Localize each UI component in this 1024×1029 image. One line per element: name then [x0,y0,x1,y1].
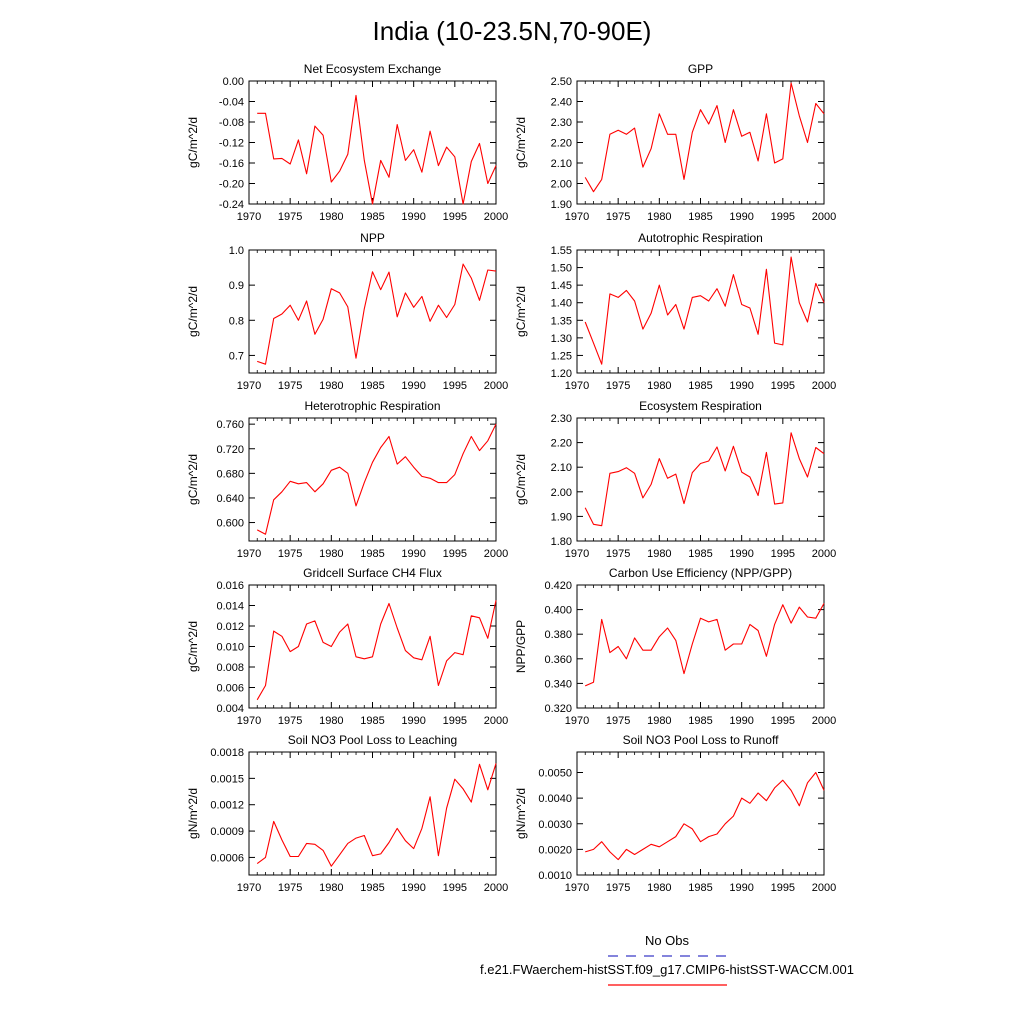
y-tick-label: 0.004 [216,703,244,715]
series-line [257,264,496,364]
x-tick-label: 1975 [277,882,303,894]
panel-3 [186,231,508,392]
y-tick-label: 2.00 [550,178,572,191]
x-tick-label: 1985 [688,211,713,223]
x-tick-label: 1970 [236,380,262,392]
y-tick-label: 0.00 [222,76,244,88]
x-tick-label: 1975 [605,882,631,894]
x-tick-label: 1985 [688,548,713,560]
y-tick-label: 0.014 [216,600,244,613]
panel-grid [186,62,836,894]
y-tick-label: -0.16 [218,158,244,170]
y-tick-label: 1.35 [550,315,572,328]
x-tick-label: 1990 [729,882,754,894]
y-tick-label: 0.008 [216,662,244,674]
panel-frame [249,81,496,204]
series-line [585,433,824,526]
panel-frame [249,250,496,373]
x-tick-label: 1985 [360,548,385,560]
panel-1 [186,62,508,223]
panel-frame [577,250,824,373]
legend-label-model: f.e21.FWaerchem-histSST.f09_g17.CMIP6-histSST-WACCM.001 [480,962,854,977]
y-tick-label: 2.30 [550,413,572,425]
y-tick-label: 0.0006 [210,852,244,865]
y-tick-label: 1.40 [550,297,572,310]
y-tick-label: 1.20 [550,368,572,380]
panel-title: Soil NO3 Pool Loss to Leaching [287,733,458,747]
x-tick-label: 1970 [564,380,590,392]
y-tick-label: 2.30 [550,117,572,129]
y-tick-label: 0.9 [228,280,244,293]
x-tick-label: 2000 [483,882,509,894]
y-tick-label: 0.010 [216,641,244,654]
panel-frame [577,81,824,204]
panel-title: Heterotrophic Respiration [304,399,441,413]
x-tick-label: 2000 [811,882,837,894]
x-tick-label: 1995 [770,211,796,223]
series-line [585,603,824,686]
legend-label-obs: No Obs [644,933,690,948]
panel-title: Net Ecosystem Exchange [303,62,442,76]
series-line [257,763,496,866]
x-tick-label: 1970 [236,882,262,894]
y-tick-label: 1.30 [550,332,572,345]
x-tick-label: 1975 [605,380,631,392]
x-tick-label: 1975 [277,380,303,392]
x-tick-label: 1990 [729,211,754,223]
y-tick-label: 0.760 [216,419,244,432]
x-tick-label: 1980 [647,715,672,727]
panel-10 [514,733,836,894]
x-tick-label: 1990 [401,211,426,223]
panel-title: Carbon Use Efficiency (NPP/GPP) [608,566,793,580]
series-line [257,95,496,204]
panel-title: GPP [687,62,714,76]
x-tick-label: 1970 [236,548,262,560]
x-tick-label: 1970 [236,715,262,727]
y-tick-label: 2.50 [550,76,572,88]
y-tick-label: 0.360 [544,653,572,666]
panel-8 [514,566,836,727]
x-tick-label: 1995 [770,548,796,560]
y-tick-label: 2.10 [550,158,572,170]
y-tick-label: 1.0 [228,245,244,257]
y-tick-label: 0.7 [228,350,244,363]
x-tick-label: 1970 [564,548,590,560]
x-tick-label: 1975 [277,548,303,560]
panel-7 [186,566,508,727]
y-tick-label: 0.380 [544,629,572,642]
x-tick-label: 1980 [647,380,672,392]
y-tick-label: 0.680 [216,468,244,481]
panel-title: Soil NO3 Pool Loss to Runoff [622,733,779,747]
y-tick-label: -0.24 [218,199,244,211]
y-axis-label: gC/m^2/d [186,621,200,672]
x-tick-label: 1995 [442,380,468,392]
panel-title: Gridcell Surface CH4 Flux [303,566,442,580]
x-tick-label: 1970 [564,882,590,894]
y-tick-label: 0.340 [544,678,572,691]
x-tick-label: 1995 [442,882,468,894]
x-tick-label: 1990 [401,715,426,727]
y-tick-label: 1.90 [550,511,572,524]
y-tick-label: 1.25 [550,350,572,363]
y-tick-label: -0.12 [218,137,244,150]
y-tick-label: 0.0009 [210,826,244,839]
x-tick-label: 2000 [483,380,509,392]
x-tick-label: 1980 [319,715,344,727]
y-axis-label: NPP/GPP [514,619,528,674]
x-tick-label: 2000 [811,715,837,727]
panel-frame [249,752,496,875]
x-tick-label: 1980 [319,211,344,223]
y-tick-label: -0.08 [218,117,244,129]
x-tick-label: 1985 [360,380,385,392]
y-tick-label: 0.0030 [538,818,572,831]
x-tick-label: 2000 [811,211,837,223]
x-tick-label: 1995 [770,380,796,392]
x-tick-label: 1985 [688,882,713,894]
y-tick-label: 2.10 [550,462,572,475]
series-line [585,83,824,192]
y-tick-label: 0.320 [544,703,572,715]
x-tick-label: 1990 [729,715,754,727]
x-tick-label: 1985 [688,715,713,727]
y-tick-label: 0.016 [216,580,244,592]
legend [480,933,854,985]
y-tick-label: 0.0050 [538,767,572,780]
x-tick-label: 1980 [647,882,672,894]
y-axis-label: gC/m^2/d [514,117,528,168]
y-tick-label: 2.40 [550,96,572,109]
y-tick-label: 1.50 [550,262,572,275]
y-tick-label: 2.00 [550,486,572,499]
panel-frame [577,418,824,541]
panel-9 [186,733,508,894]
y-tick-label: 0.0015 [210,773,244,786]
x-tick-label: 2000 [811,548,837,560]
y-tick-label: 1.55 [550,245,572,257]
x-tick-label: 2000 [483,211,509,223]
x-tick-label: 2000 [811,380,837,392]
x-tick-label: 1980 [319,882,344,894]
x-tick-label: 1985 [360,211,385,223]
y-axis-label: gC/m^2/d [186,117,200,168]
figure-title: India (10-23.5N,70-90E) [372,16,652,46]
panel-frame [249,418,496,541]
x-tick-label: 1975 [277,211,303,223]
panel-6 [514,399,836,560]
y-tick-label: 0.600 [216,517,244,530]
panel-2 [514,62,836,223]
x-tick-label: 1995 [442,548,468,560]
x-tick-label: 1990 [401,548,426,560]
y-axis-label: gC/m^2/d [186,454,200,505]
y-tick-label: 0.420 [544,580,572,592]
panel-title: Ecosystem Respiration [639,399,762,413]
y-tick-label: 0.0018 [210,747,244,759]
y-tick-label: -0.04 [218,96,244,109]
x-tick-label: 2000 [483,715,509,727]
series-line [585,257,824,364]
x-tick-label: 1990 [729,380,754,392]
y-tick-label: 0.400 [544,604,572,617]
panel-title: Autotrophic Respiration [638,231,763,245]
x-tick-label: 1975 [605,548,631,560]
panel-frame [577,752,824,875]
x-tick-label: 1975 [605,211,631,223]
series-line [257,600,496,699]
x-tick-label: 1985 [360,882,385,894]
x-tick-label: 1975 [605,715,631,727]
y-tick-label: 1.90 [550,199,572,211]
y-tick-label: 1.45 [550,280,572,293]
series-line [257,424,496,534]
y-tick-label: 1.80 [550,536,572,548]
x-tick-label: 1990 [401,882,426,894]
x-tick-label: 1985 [688,380,713,392]
series-line [585,773,824,860]
x-tick-label: 1975 [277,715,303,727]
x-tick-label: 1995 [442,211,468,223]
x-tick-label: 1970 [564,715,590,727]
y-tick-label: 0.012 [216,621,244,633]
y-tick-label: 0.8 [228,315,244,328]
x-tick-label: 1985 [360,715,385,727]
x-tick-label: 1980 [647,548,672,560]
y-axis-label: gC/m^2/d [514,286,528,337]
x-tick-label: 1980 [319,380,344,392]
panel-5 [186,399,508,560]
x-tick-label: 1990 [401,380,426,392]
x-tick-label: 1980 [647,211,672,223]
x-tick-label: 1980 [319,548,344,560]
y-tick-label: 0.0040 [538,793,572,806]
panel-title: NPP [360,231,385,245]
y-axis-label: gN/m^2/d [514,788,528,839]
x-tick-label: 1995 [770,715,796,727]
panel-4 [514,231,836,392]
y-tick-label: 0.0012 [210,799,244,812]
panel-frame [249,585,496,708]
y-tick-label: 0.0020 [538,844,572,857]
x-tick-label: 1990 [729,548,754,560]
x-tick-label: 1995 [442,715,468,727]
y-tick-label: -0.20 [218,178,244,191]
y-axis-label: gC/m^2/d [186,286,200,337]
x-tick-label: 2000 [483,548,509,560]
panel-frame [577,585,824,708]
x-tick-label: 1995 [770,882,796,894]
y-tick-label: 0.720 [216,443,244,456]
y-axis-label: gN/m^2/d [186,788,200,839]
x-tick-label: 1970 [236,211,262,223]
y-tick-label: 0.640 [216,492,244,505]
y-tick-label: 0.0010 [538,870,572,882]
y-tick-label: 0.006 [216,682,244,695]
y-tick-label: 2.20 [550,137,572,150]
x-tick-label: 1970 [564,211,590,223]
y-axis-label: gC/m^2/d [514,454,528,505]
y-tick-label: 2.20 [550,437,572,450]
